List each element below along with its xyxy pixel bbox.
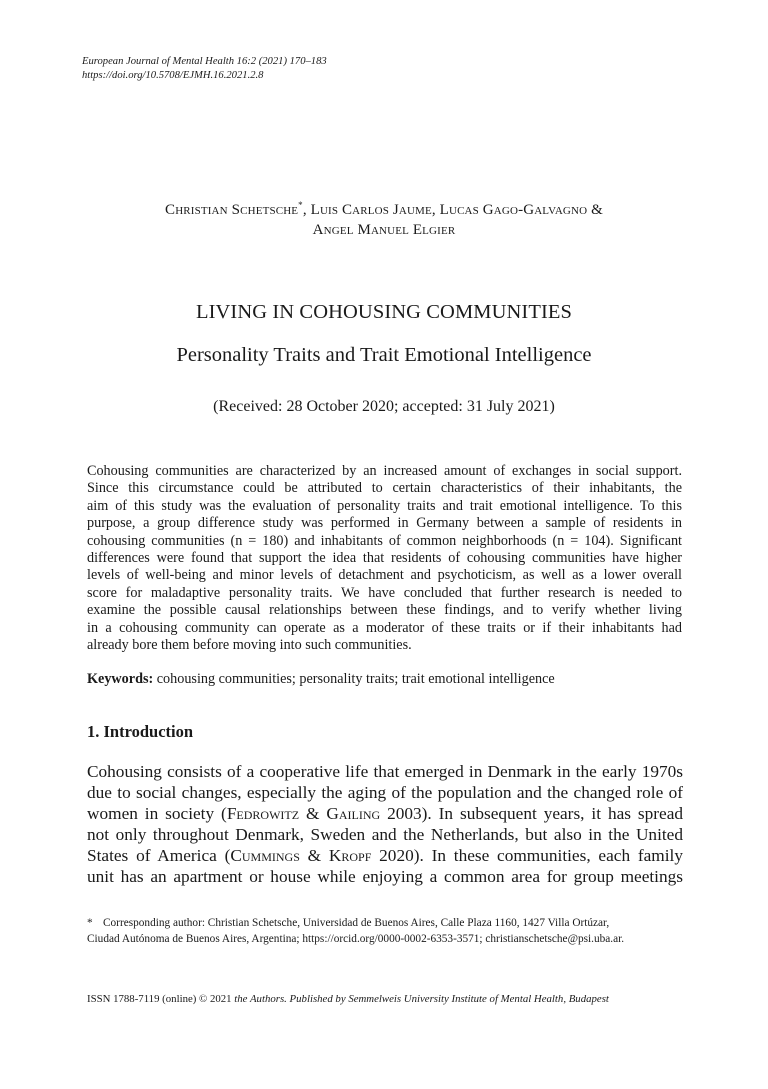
journal-header bbox=[82, 55, 327, 82]
footnote-mark[interactable]: * bbox=[298, 200, 303, 210]
citation-cummings-kropf[interactable]: Cummings & Kropf bbox=[230, 846, 372, 865]
abstract-line: in a cohousing community can operate as a moderator of these traits or if their inhabitants had bbox=[87, 619, 682, 636]
intro-line bbox=[87, 824, 683, 845]
keywords bbox=[87, 671, 555, 688]
author-line-2: Angel Manuel Elgier bbox=[312, 222, 456, 238]
abstract bbox=[87, 463, 682, 654]
intro-text: women in society ( bbox=[87, 804, 227, 823]
abstract-line: Cohousing communities are characterized by an increased amount of exchanges in social support. bbox=[87, 463, 682, 479]
intro-line bbox=[87, 761, 683, 782]
intro-text: 2003). In subsequent years, it has spread bbox=[380, 804, 684, 823]
intro-line bbox=[87, 803, 683, 824]
intro-line bbox=[87, 782, 683, 803]
intro-text: Cohousing consists of a cooperative life that emerged in Denmark in the early 1970s bbox=[87, 762, 683, 781]
citation-fedrowitz-gailing[interactable]: Fedrowitz & Gailing bbox=[226, 804, 381, 823]
doi-link[interactable]: https://doi.org/10.5708/EJMH.16.2021.2.8 bbox=[82, 69, 264, 81]
abstract-line: Since this circumstance could be attributed to certain characteristics of their inhabitants, the bbox=[87, 480, 682, 497]
keywords-label: Keywords: bbox=[87, 671, 154, 687]
footnote-marker: * bbox=[87, 917, 93, 929]
intro-text: due to social changes, especially the aging of the population and the changed role of bbox=[87, 783, 683, 802]
author-line-1 bbox=[0, 195, 768, 220]
footnote-line-1 bbox=[87, 916, 683, 932]
intro-text: States of America ( bbox=[87, 846, 231, 865]
footnote bbox=[87, 916, 683, 947]
corresponding-author: Christian Schetsche bbox=[165, 202, 299, 218]
abstract-line: examine the possible causal relationships between these findings, and to verify whether living bbox=[87, 602, 682, 619]
footnote-text: Corresponding author: Christian Schetsche, Universidad de Buenos Aires, Calle Plaza 1160, 1427 Villa Ortúzar, bbox=[103, 917, 610, 929]
paper-title: LIVING IN COHOUSING COMMUNITIES bbox=[195, 301, 573, 323]
intro-text: not only throughout Denmark, Sweden and the Netherlands, but also in the United bbox=[87, 825, 683, 844]
intro-line bbox=[87, 866, 683, 887]
author-list bbox=[0, 195, 768, 240]
issn-text: ISSN 1788-7119 (online) © 2021 bbox=[87, 993, 235, 1005]
section-heading: 1. Introduction bbox=[87, 722, 194, 741]
keywords-value: cohousing communities; personality traits; trait emotional intelligence bbox=[153, 671, 555, 687]
footnote-line-2: Ciudad Autónoma de Buenos Aires, Argentina; https://orcid.org/0000-0002-6353-3571; christianschetsche@psi.uba.ar. bbox=[87, 932, 625, 945]
journal-citation: European Journal of Mental Health 16:2 (2021) 170–183 bbox=[82, 56, 327, 67]
abstract-line: already bore them before moving into such communities. bbox=[87, 637, 412, 654]
introduction-paragraph bbox=[87, 761, 683, 887]
abstract-line: purpose, a group difference study was performed in Germany between a sample of residents in bbox=[87, 515, 682, 532]
abstract-line: aim of this study was the evaluation of personality traits and trait emotional intelligence. To this bbox=[87, 497, 682, 514]
received-dates: (Received: 28 October 2020; accepted: 31 July 2021) bbox=[213, 398, 555, 415]
paper-subtitle: Personality Traits and Trait Emotional Intelligence bbox=[176, 344, 592, 366]
intro-text: 2020). In these communities, each family bbox=[371, 846, 683, 865]
publisher-text: the Authors. Published by Semmelweis University Institute of Mental Health, Budapest bbox=[234, 993, 609, 1005]
abstract-line: score for maladaptive personality traits. We have concluded that further research is needed to bbox=[87, 584, 682, 601]
abstract-line: differences were found that support the idea that residents of cohousing communities have higher bbox=[87, 550, 682, 567]
co-authors: , Luis Carlos Jaume, Lucas Gago-Galvagno & bbox=[302, 202, 603, 218]
abstract-line: cohousing communities (n = 180) and inhabitants of common neighborhoods (n = 104). Significant bbox=[87, 532, 682, 549]
issn-copyright-line bbox=[87, 993, 609, 1005]
intro-text: unit has an apartment or house while enjoying a common area for group meetings bbox=[87, 867, 683, 886]
intro-line bbox=[87, 845, 683, 866]
abstract-line: levels of well-being and minor levels of detachment and psychoticism, as well as a lower overall bbox=[87, 567, 682, 584]
